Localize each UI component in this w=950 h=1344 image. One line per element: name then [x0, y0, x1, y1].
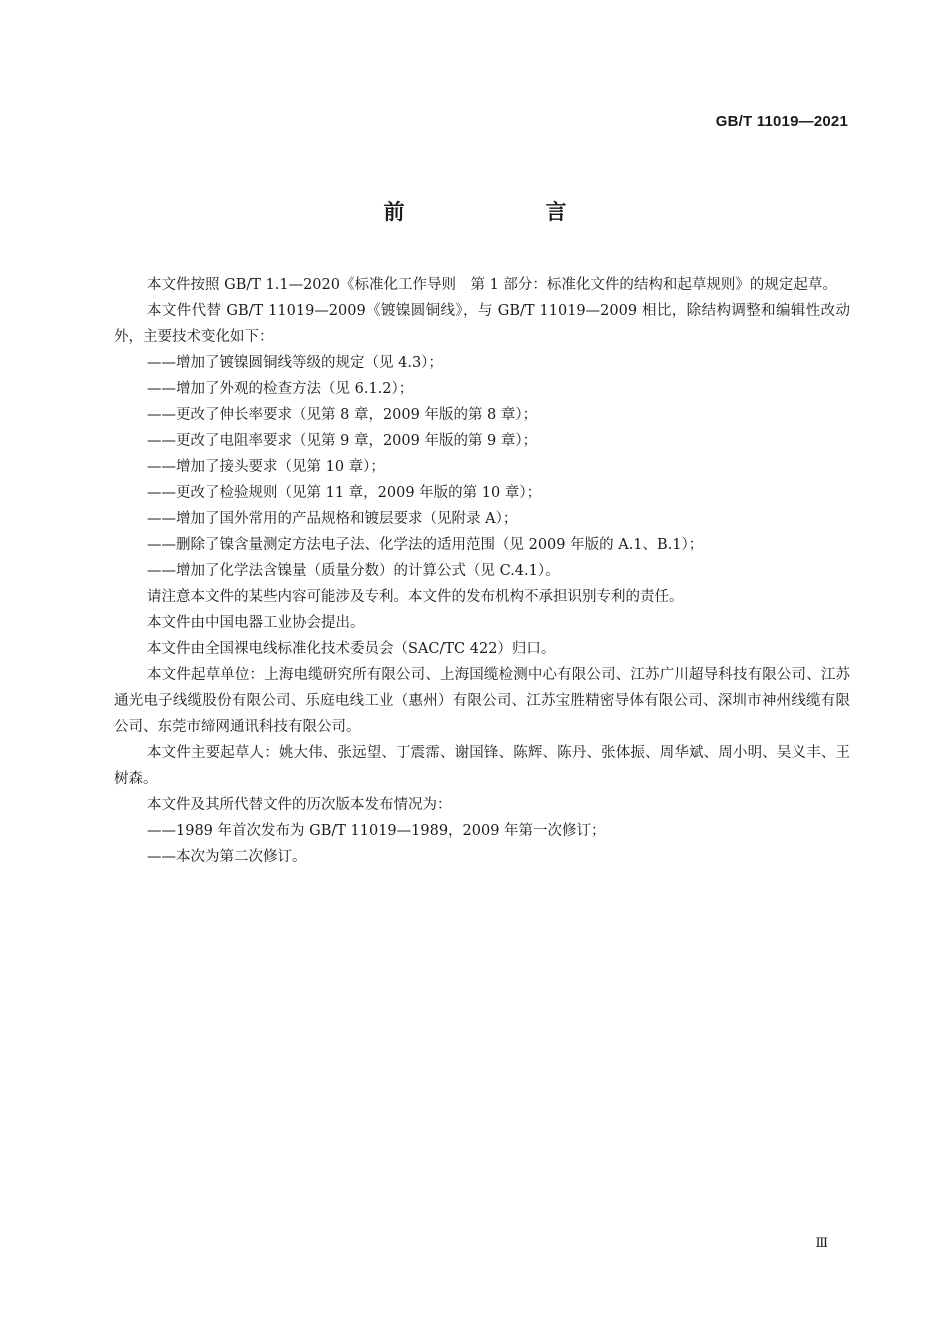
- list-item: ——更改了伸长率要求（见第 8 章，2009 年版的第 8 章）；: [147, 407, 538, 423]
- paragraph: 本文件由中国电器工业协会提出。: [147, 615, 365, 631]
- list-item: ——删除了镍含量测定方法电子法、化学法的适用范围（见 2009 年版的 A.1、B.1）；: [147, 537, 704, 553]
- list-item: ——增加了外观的检查方法（见 6.1.2）；: [147, 381, 414, 397]
- list-item: ——本次为第二次修订。: [147, 849, 307, 865]
- page-title: 前 言: [383, 200, 627, 224]
- paragraph: 本文件按照 GB/T 1.1—2020《标准化工作导则 第 1 部分：标准化文件的结构和起草规则》的规定起草。: [147, 277, 837, 293]
- list-item: ——更改了电阻率要求（见第 9 章，2009 年版的第 9 章）；: [147, 433, 538, 449]
- page-number: Ⅲ: [815, 1236, 828, 1251]
- standard-number: GB/T 11019—2021: [715, 113, 848, 130]
- paragraph: 本文件主要起草人：姚大伟、张远望、丁震霈、谢国锋、陈辉、陈丹、张体振、周华斌、周小明、吴义丰、王树森。: [114, 745, 850, 787]
- list-item: ——增加了接头要求（见第 10 章）；: [147, 459, 385, 475]
- list-item: ——更改了检验规则（见第 11 章，2009 年版的第 10 章）；: [147, 485, 542, 501]
- foreword-body: [114, 272, 850, 870]
- list-item: ——1989 年首次发布为 GB/T 11019—1989，2009 年第一次修订；: [147, 823, 606, 839]
- paragraph: 本文件及其所代替文件的历次版本发布情况为：: [147, 797, 452, 813]
- paragraph: 本文件由全国裸电线标准化技术委员会（SAC/TC 422）归口。: [147, 641, 556, 657]
- paragraph: 本文件起草单位：上海电缆研究所有限公司、上海国缆检测中心有限公司、江苏广川超导科技有限公司、江苏通光电子线缆股份有限公司、乐庭电线工业（惠州）有限公司、江苏宝胜精密导体有限公司、深圳市神州线缆有限公司、东莞市缔网通讯科技有限公司。: [114, 667, 850, 735]
- paragraph: 请注意本文件的某些内容可能涉及专利。本文件的发布机构不承担识别专利的责任。: [147, 589, 684, 605]
- list-item: ——增加了国外常用的产品规格和镀层要求（见附录 A）；: [147, 511, 518, 527]
- list-item: ——增加了化学法含镍量（质量分数）的计算公式（见 C.4.1）。: [147, 563, 560, 579]
- list-item: ——增加了镀镍圆铜线等级的规定（见 4.3）；: [147, 355, 443, 371]
- paragraph: 本文件代替 GB/T 11019—2009《镀镍圆铜线》，与 GB/T 11019—2009 相比，除结构调整和编辑性改动外，主要技术变化如下：: [114, 303, 850, 345]
